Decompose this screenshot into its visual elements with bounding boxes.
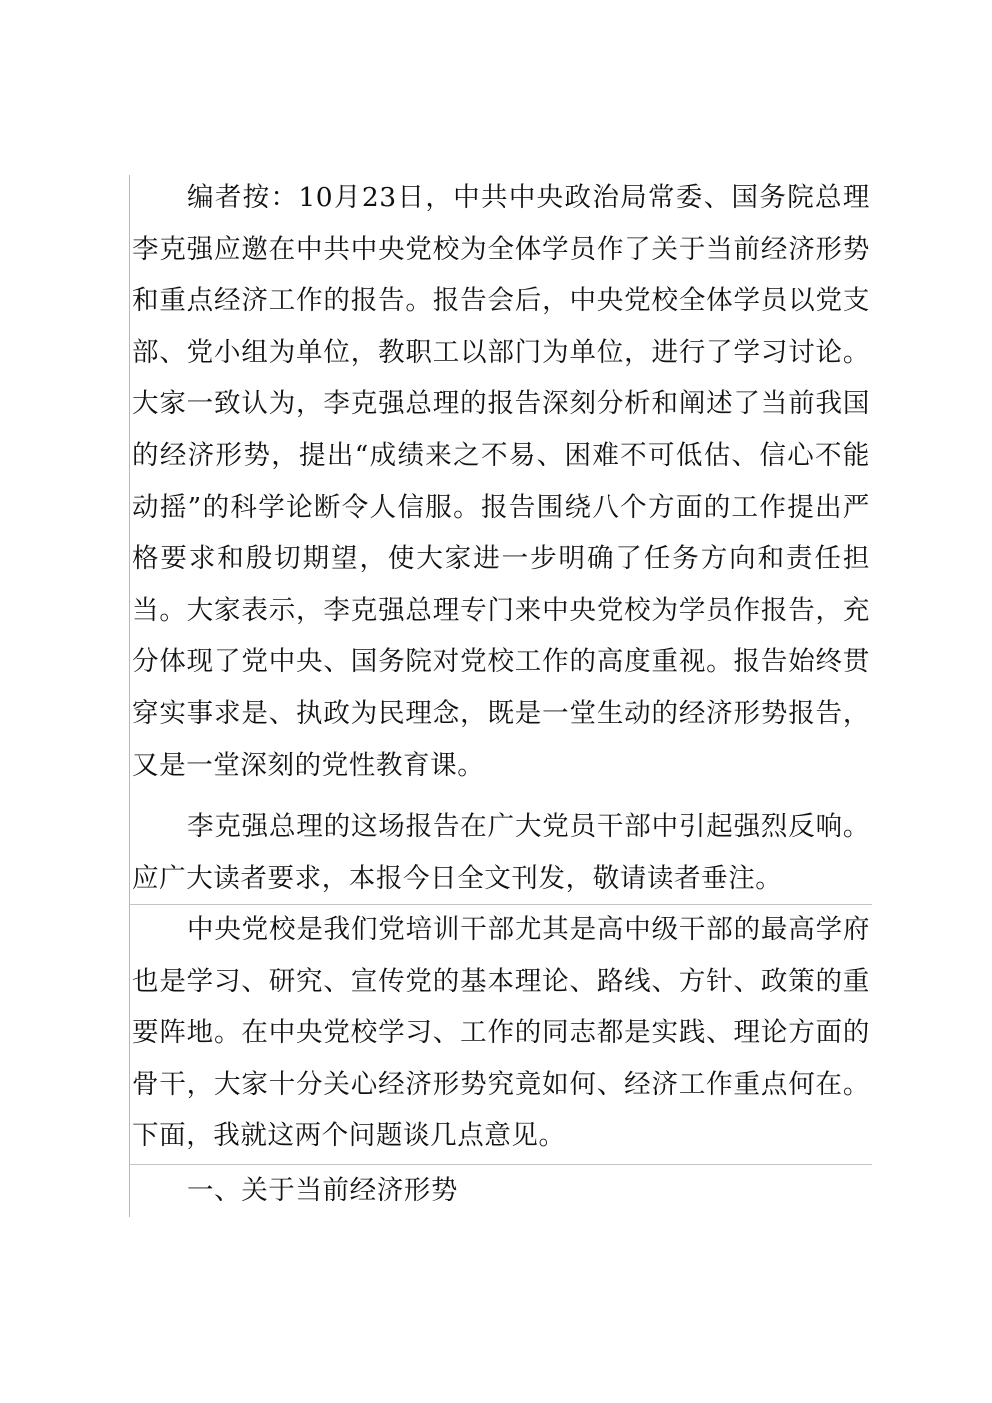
section-heading: 一、关于当前经济形势	[187, 1175, 458, 1206]
left-margin-rule	[129, 175, 130, 1217]
intro-paragraph: 中央党校是我们党培训干部尤其是高中级干部的最高学府也是学习、研究、宣传党的基本理论、路线、方针、政策的重要阵地。在中央党校学习、工作的同志都是实践、理论方面的骨干，大家十分关心经济形势究竟如何、经济工作重点何在。下面，我就这两个问题谈几点意见。	[132, 914, 870, 1152]
editor-note-paragraph: 编者按：10月23日，中共中央政治局常委、国务院总理李克强应邀在中共中央党校为全体学员作了关于当前经济形势和重点经济工作的报告。报告会后，中央党校全体学员以党支部、党小组为单位，教职工以部门为单位，进行了学习讨论。大家一致认为，李克强总理的报告深刻分析和阐述了当前我国的经济形势，提出“成绩来之不易、困难不可低估、信心不能动摇”的科学论断令人信服。报告围绕八个方面的工作提出严格要求和殷切期望，使大家进一步明确了任务方向和责任担当。大家表示，李克强总理专门来中央党校为学员作报告，充分体现了党中央、国务院对党校工作的高度重视。报告始终贯穿实事求是、执政为民理念，既是一堂生动的经济形势报告，又是一堂深刻的党性教育课。	[132, 182, 870, 781]
reader-request-paragraph: 李克强总理的这场报告在广大党员干部中引起强烈反响。应广大读者要求，本报今日全文刊发，敬请读者垂注。	[132, 811, 870, 894]
